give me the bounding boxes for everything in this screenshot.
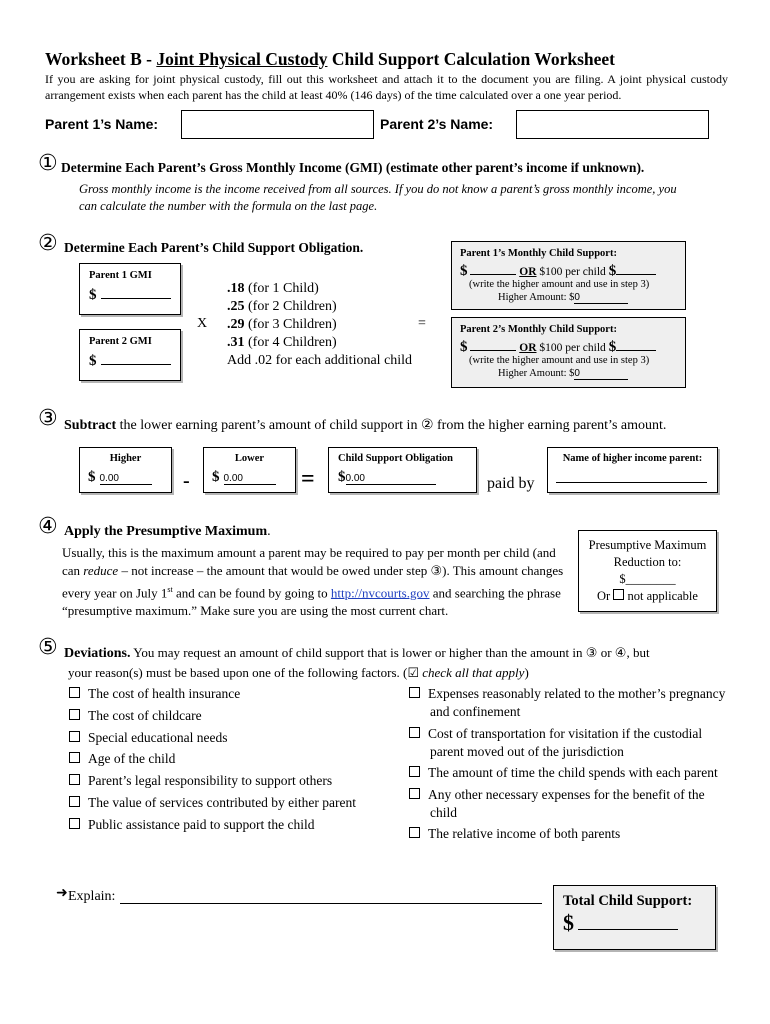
step3-number: ③ bbox=[38, 406, 58, 431]
arrow-bullet-icon: ➜ bbox=[56, 886, 68, 901]
total-label: Total Child Support: bbox=[563, 893, 693, 909]
deviation-checkbox[interactable] bbox=[409, 827, 420, 838]
rate-item: .18 (for 1 Child) bbox=[227, 281, 319, 296]
step5-line1: Deviations. You may request an amount of child support that is lower or higher than the amount in ③ or ④, but bbox=[64, 645, 650, 661]
parent1-write-note: (write the higher amount and use in step 3) bbox=[469, 279, 650, 290]
parent1-higher-amount-input[interactable]: 0 bbox=[574, 292, 628, 304]
step3-equals: = bbox=[301, 466, 315, 492]
deviation-checkbox[interactable] bbox=[69, 818, 80, 829]
total-dollar: $ bbox=[563, 910, 574, 935]
higher-dollar: $ bbox=[88, 469, 96, 485]
deviation-list-right bbox=[409, 685, 727, 847]
parent2-gmi-box[interactable] bbox=[79, 329, 181, 381]
parent1-per-child-dollar: $ bbox=[608, 263, 617, 279]
deviation-item[interactable]: Cost of transportation for visitation if the custodial parent moved out of the jurisdiction bbox=[409, 725, 727, 761]
rate-item: .25 (for 2 Children) bbox=[227, 299, 337, 314]
not-applicable-label: not applicable bbox=[624, 589, 698, 603]
step1-number: ① bbox=[38, 151, 58, 176]
explain-label: Explain: bbox=[68, 889, 116, 904]
parent1-support-dollar: $ bbox=[460, 263, 468, 279]
step5-line2: your reason(s) must be based upon one of the following factors. (☑ check all that apply) bbox=[68, 665, 529, 681]
parent1-gmi-input[interactable] bbox=[101, 284, 171, 299]
parent2-per-child: $100 per child bbox=[536, 342, 609, 354]
title-prefix: Worksheet B - bbox=[45, 49, 157, 69]
not-applicable-checkbox[interactable] bbox=[613, 589, 624, 600]
parent2-name-field[interactable] bbox=[516, 110, 709, 139]
step4-heading-text: Apply the Presumptive Maximum bbox=[64, 524, 268, 539]
deviation-item[interactable]: The amount of time the child spends with each parent bbox=[409, 764, 727, 782]
higher-income-parent-input[interactable] bbox=[556, 470, 707, 483]
parent2-support-label: Parent 2’s Monthly Child Support: bbox=[460, 324, 617, 335]
parent1-gmi-box[interactable] bbox=[79, 263, 181, 315]
lower-dollar: $ bbox=[212, 469, 220, 485]
rate-item: .29 (for 3 Children) bbox=[227, 317, 337, 332]
deviation-item[interactable]: Any other necessary expenses for the benefit of the child bbox=[409, 786, 727, 822]
parent1-higher-amount-label: Higher Amount: $ bbox=[498, 292, 575, 303]
parent1-name-label: Parent 1’s Name: bbox=[45, 116, 159, 132]
step1-note: Gross monthly income is the income received from all sources. If you do not know a parent’s gross monthly income, you can calculate the number with the formula on the last page. bbox=[79, 182, 677, 213]
parent2-higher-amount-input[interactable]: 0 bbox=[574, 368, 628, 380]
step3-ref: ② bbox=[420, 417, 434, 433]
deviation-item[interactable]: The value of services contributed by either parent bbox=[69, 794, 380, 812]
parent2-support-input[interactable] bbox=[470, 338, 516, 351]
deviation-checkbox[interactable] bbox=[409, 687, 420, 698]
total-box bbox=[553, 885, 716, 950]
deviation-item[interactable]: The relative income of both parents bbox=[409, 825, 727, 843]
deviation-item[interactable]: Age of the child bbox=[69, 750, 389, 768]
step4-paragraph: Usually, this is the maximum amount a parent may be required to pay per month per child (and can reduce – not increase – the amount that would be owed under step ③). This amount changes every year on July 1st and can be found by going to http://nvcourts.gov and searching the phrase “presumptive maximum.” Make sure you are using the most current chart. bbox=[62, 545, 564, 619]
step4-heading bbox=[64, 524, 271, 540]
parent2-gmi-input[interactable] bbox=[101, 350, 171, 365]
deviation-list-left bbox=[69, 685, 389, 838]
deviation-checkbox[interactable] bbox=[409, 766, 420, 777]
parent2-write-note: (write the higher amount and use in step 3) bbox=[469, 355, 650, 366]
deviation-item[interactable]: Parent’s legal responsibility to support others bbox=[69, 772, 389, 790]
higher-input[interactable]: 0.00 bbox=[100, 473, 152, 485]
rate-additional: Add .02 for each additional child bbox=[227, 353, 413, 368]
parent2-per-child-dollar: $ bbox=[608, 339, 617, 355]
deviation-checkbox[interactable] bbox=[69, 752, 80, 763]
parent1-support-input[interactable] bbox=[470, 262, 516, 275]
presumptive-max-line1: Presumptive Maximum bbox=[588, 538, 707, 552]
deviation-item[interactable]: Special educational needs bbox=[69, 729, 389, 747]
deviation-checkbox[interactable] bbox=[409, 788, 420, 799]
obligation-dollar: $ bbox=[338, 469, 346, 485]
equals-sign: = bbox=[418, 316, 426, 331]
step2-heading: Determine Each Parent’s Child Support Obligation. bbox=[64, 240, 364, 255]
parent2-or: OR bbox=[519, 342, 537, 354]
presumptive-max-amount[interactable]: $________ bbox=[619, 572, 676, 586]
higher-income-parent-box[interactable] bbox=[547, 447, 718, 493]
lower-label: Lower bbox=[234, 453, 265, 464]
step1-heading: Determine Each Parent’s Gross Monthly Income (GMI) (estimate other parent’s income if unknown). bbox=[61, 160, 645, 175]
checked-box-icon: ☑ bbox=[407, 666, 420, 681]
deviation-checkbox[interactable] bbox=[69, 687, 80, 698]
deviation-item[interactable]: Public assistance paid to support the child bbox=[69, 816, 389, 834]
minus-sign: - bbox=[183, 470, 190, 492]
deviation-item[interactable]: The cost of health insurance bbox=[69, 685, 389, 703]
lower-input[interactable]: 0.00 bbox=[224, 473, 276, 485]
step5-number: ⑤ bbox=[38, 635, 58, 660]
not-applicable-row bbox=[579, 588, 716, 605]
parent2-gmi-dollar: $ bbox=[89, 353, 97, 369]
deviation-checkbox[interactable] bbox=[69, 774, 80, 785]
parent2-support-box bbox=[451, 317, 686, 388]
parent1-per-child: $100 per child bbox=[536, 266, 609, 278]
title-underlined: Joint Physical Custody bbox=[156, 49, 328, 69]
step4-number: ④ bbox=[38, 514, 58, 539]
deviation-item[interactable]: Expenses reasonably related to the mother’s pregnancy and confinement bbox=[409, 685, 727, 721]
total-input[interactable] bbox=[578, 915, 678, 930]
higher-box[interactable] bbox=[79, 447, 172, 493]
step3-text bbox=[64, 416, 666, 435]
presumptive-max-line2: Reduction to: bbox=[613, 555, 682, 569]
higher-label: Higher bbox=[109, 453, 142, 464]
page-title bbox=[45, 49, 615, 70]
step3-text-mid: the lower earning parent’s amount of child support in bbox=[116, 418, 421, 433]
rate-list bbox=[227, 280, 412, 370]
deviation-checkbox[interactable] bbox=[69, 709, 80, 720]
deviation-checkbox[interactable] bbox=[69, 796, 80, 807]
presumptive-or: Or bbox=[597, 589, 614, 603]
parent1-or: OR bbox=[519, 266, 537, 278]
multiply-sign: X bbox=[197, 316, 208, 331]
title-suffix: Child Support Calculation Worksheet bbox=[327, 49, 615, 69]
parent2-name-label: Parent 2’s Name: bbox=[380, 116, 494, 132]
paid-by-label: paid by bbox=[487, 475, 535, 492]
parent2-gmi-label: Parent 2 GMI bbox=[89, 336, 152, 347]
intro-text: If you are asking for joint physical custody, fill out this worksheet and attach it to the document you are filing. A joint physical custody arrangement exists when each parent has the child at least 40% (146 days) of the time calculated over a one year period. bbox=[45, 72, 728, 102]
nvcourts-link[interactable]: http://nvcourts.gov bbox=[330, 585, 430, 601]
parent1-per-child-input[interactable] bbox=[616, 262, 656, 275]
higher-income-parent-label: Name of higher income parent: bbox=[562, 453, 703, 464]
parent1-support-label: Parent 1’s Monthly Child Support: bbox=[460, 248, 617, 259]
parent2-higher-amount-label: Higher Amount: $ bbox=[498, 368, 575, 379]
parent2-per-child-input[interactable] bbox=[616, 338, 656, 351]
parent2-support-dollar: $ bbox=[460, 339, 468, 355]
presumptive-max-box bbox=[578, 530, 717, 612]
parent1-gmi-dollar: $ bbox=[89, 287, 97, 303]
step3-text-bold: Subtract bbox=[64, 418, 117, 433]
rate-item: .31 (for 4 Children) bbox=[227, 335, 337, 350]
obligation-label: Child Support Obligation bbox=[338, 453, 453, 464]
parent1-gmi-label: Parent 1 GMI bbox=[89, 270, 152, 281]
explain-input[interactable] bbox=[120, 903, 542, 904]
obligation-box[interactable] bbox=[328, 447, 477, 493]
lower-box[interactable] bbox=[203, 447, 296, 493]
step3-text-end: from the higher earning parent’s amount. bbox=[433, 418, 667, 433]
parent1-name-field[interactable] bbox=[181, 110, 374, 139]
parent1-support-box bbox=[451, 241, 686, 310]
obligation-input[interactable]: 0.00 bbox=[346, 473, 436, 485]
step2-number: ② bbox=[38, 231, 58, 256]
deviation-checkbox[interactable] bbox=[409, 727, 420, 738]
deviation-item[interactable]: The cost of childcare bbox=[69, 707, 389, 725]
step4-heading-end: . bbox=[267, 524, 271, 539]
deviation-checkbox[interactable] bbox=[69, 731, 80, 742]
